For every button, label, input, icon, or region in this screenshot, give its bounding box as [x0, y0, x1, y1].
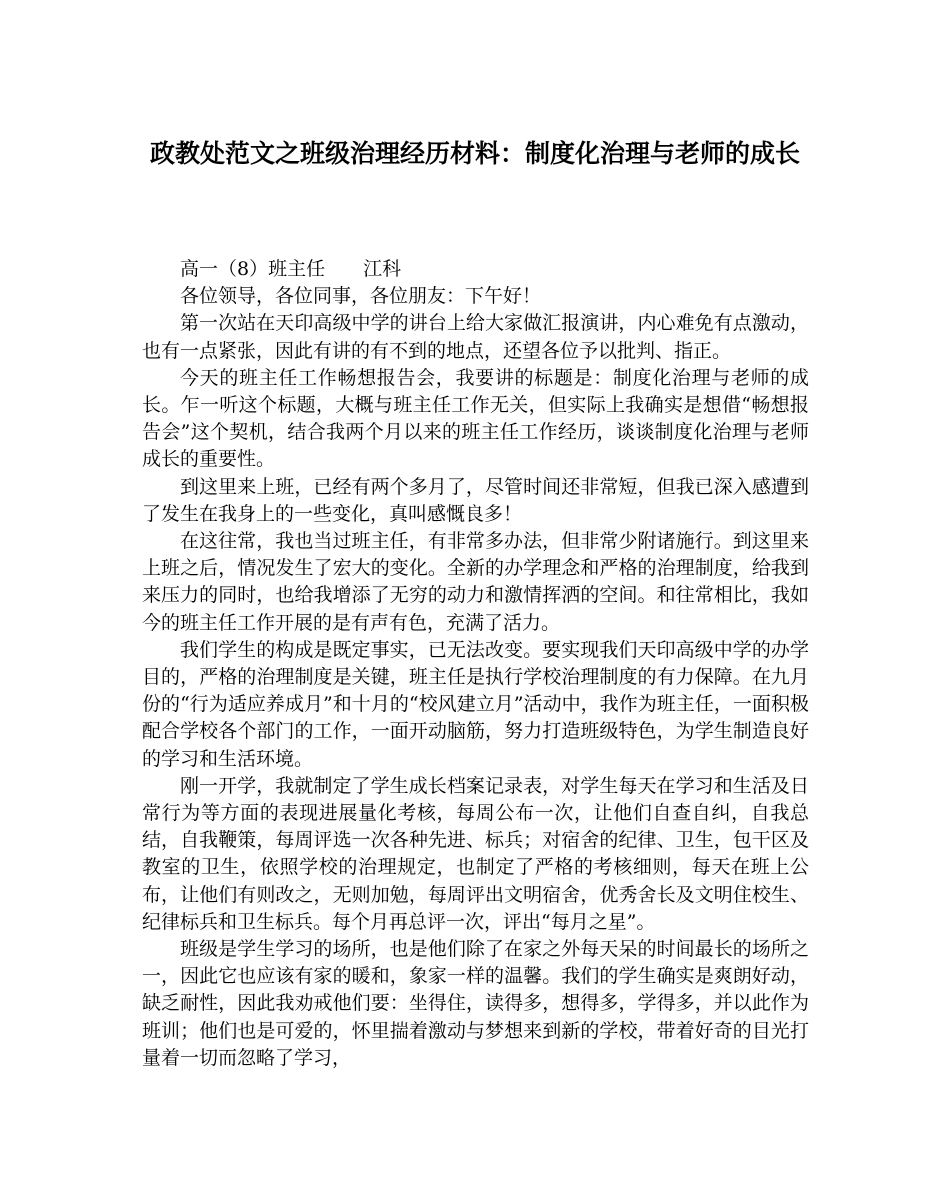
document-body — [142, 256, 809, 1072]
paragraph: 刚一开学，我就制定了学生成长档案记录表，对学生每天在学习和生活及日常行为等方面的表现进展量化考核，每周公布一次，让他们自查自纠，自我总结，自我鞭策，每周评选一次各种先进、标兵；对宿舍的纪律、卫生，包干区及教室的卫生，依照学校的治理规定，也制定了严格的考核细则，每天在班上公布，让他们有则改之，无则加勉，每周评出文明宿舍，优秀舍长及文明住校生、纪律标兵和卫生标兵。每个月再总评一次，评出“每月之星”。 — [142, 774, 809, 933]
document-title: 政教处范文之班级治理经历材料：制度化治理与老师的成长 — [149, 139, 800, 168]
paragraph: 班级是学生学习的场所，也是他们除了在家之外每天呆的时间最长的场所之一，因此它也应该有家的暖和，象家一样的温馨。我们的学生确实是爽朗好动，缺乏耐性，因此我劝戒他们要：坐得住，读得多，想得多，学得多，并以此作为班训；他们也是可爱的，怀里揣着激动与梦想来到新的学校，带着好奇的目光打量着一切而忽略了学习， — [142, 938, 809, 1069]
author-class: 高一（8）班主任 — [180, 258, 326, 280]
author-name: 江科 — [363, 258, 402, 280]
author-line — [142, 256, 809, 283]
paragraph: 各位领导，各位同事，各位朋友：下午好！ — [180, 285, 542, 308]
paragraph: 到这里来上班，已经有两个多月了，尽管时间还非常短，但我已深入感遭到了发生在我身上的一些变化，真叫感慨良多！ — [142, 475, 809, 525]
paragraph: 第一次站在天印高级中学的讲台上给大家做汇报演讲，内心难免有点激动，也有一点紧张，因此有讲的有不到的地点，还望各位予以批判、指正。 — [142, 312, 809, 362]
paragraph: 今天的班主任工作畅想报告会，我要讲的标题是：制度化治理与老师的成长。乍一听这个标题，大概与班主任工作无关，但实际上我确实是想借“畅想报告会”这个契机，结合我两个月以来的班主任工作经历，谈谈制度化治理与老师成长的重要性。 — [142, 366, 809, 471]
paragraph: 在这往常，我也当过班主任，有非常多办法，但非常少附诸施行。到这里来上班之后，情况发生了宏大的变化。全新的办学理念和严格的治理制度，给我到来压力的同时，也给我增添了无穷的动力和激情挥洒的空间。和往常相比，我如今的班主任工作开展的是有声有色，充满了活力。 — [142, 530, 809, 634]
paragraph: 我们学生的构成是既定事实，已无法改变。要实现我们天印高级中学的办学目的，严格的治理制度是关键，班主任是执行学校治理制度的有力保障。在九月份的“行为适应养成月”和十月的“校风建立月”活动中，我作为班主任，一面积极配合学校各个部门的工作，一面开动脑筋，努力打造班级特色，为学生制造良好的学习和生活环境。 — [142, 638, 809, 770]
